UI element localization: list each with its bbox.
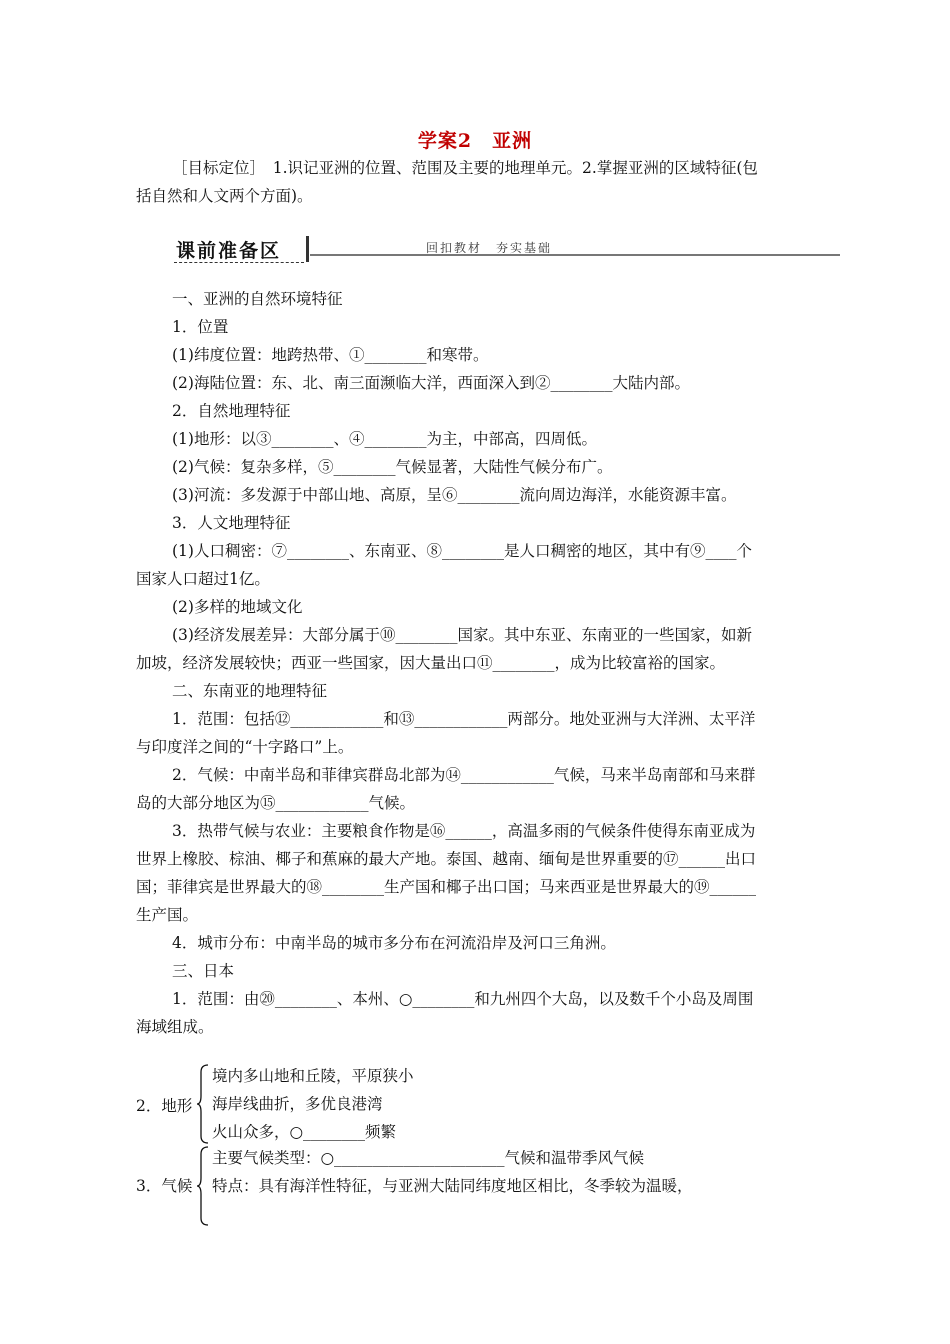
objective-line-2: 括自然和人文两个方面)。	[136, 187, 313, 205]
subheading: 3．人文地理特征	[172, 514, 291, 532]
section-banner	[172, 232, 840, 266]
text-line: 与印度洋之间的“十字路口”上。	[136, 738, 354, 756]
terrain-item: 火山众多，○________频繁	[212, 1123, 397, 1141]
text-line: 生产国。	[136, 906, 199, 924]
objective-line-1: ［目标定位］ 1.识记亚洲的位置、范围及主要的地理单元。2.掌握亚洲的区域特征(包	[172, 159, 758, 177]
banner-subtitle: 回扣教材 夯实基础	[426, 241, 553, 255]
text-line: (2)多样的地域文化	[172, 598, 303, 616]
text-line: 4．城市分布：中南半岛的城市多分布在河流沿岸及河口三角洲。	[172, 934, 616, 952]
text-line: 国家人口超过1亿。	[136, 570, 270, 588]
banner-divider	[306, 236, 309, 262]
text-line: 岛的大部分地区为⑮____________气候。	[136, 794, 416, 812]
text-line: (2)海陆位置：东、北、南三面濒临大洋，西面深入到②________大陆内部。	[172, 374, 690, 392]
text-line: 海域组成。	[136, 1018, 214, 1036]
subheading: 1．位置	[172, 318, 229, 336]
text-line: (3)经济发展差异：大部分属于⑩________国家。其中东亚、东南亚的一些国家，如新	[172, 626, 752, 644]
page-title: 学案2 亚洲	[417, 130, 533, 152]
section-heading: 二、东南亚的地理特征	[172, 682, 328, 700]
text-line: 1．范围：包括⑫____________和⑬____________两部分。地处亚洲与大洋洲、太平洋	[172, 710, 756, 728]
text-line: (2)气候：复杂多样，⑤________气候显著，大陆性气候分布广。	[172, 458, 613, 476]
text-line: 1．范围：由⑳________、本州、○________和九州四个大岛，以及数千个小岛及周围	[172, 990, 754, 1008]
text-line: 2．气候：中南半岛和菲律宾群岛北部为⑭____________气候，马来半岛南部和马来群	[172, 766, 756, 784]
banner-title: 课前准备区	[176, 240, 282, 262]
brace-icon	[196, 1146, 210, 1226]
text-line: (1)纬度位置：地跨热带、①________和寒带。	[172, 346, 489, 364]
terrain-label: 2．地形	[136, 1097, 193, 1115]
climate-item: 特点：具有海洋性特征，与亚洲大陆同纬度地区相比，冬季较为温暖，	[212, 1177, 693, 1195]
section-heading: 三、日本	[172, 962, 235, 980]
terrain-item: 海岸线曲折，多优良港湾	[212, 1095, 383, 1113]
climate-item: 主要气候类型：○______________________气候和温带季风气候	[212, 1149, 645, 1167]
subheading: 2．自然地理特征	[172, 402, 291, 420]
text-line: (1)地形：以③________、④________为主，中部高，四周低。	[172, 430, 597, 448]
text-line: 世界上橡胶、棕油、椰子和蕉麻的最大产地。泰国、越南、缅甸是世界重要的⑰______出口	[136, 850, 757, 868]
text-line: (3)河流：多发源于中部山地、高原，呈⑥________流向周边海洋，水能资源丰富。	[172, 486, 737, 504]
text-line: 国；菲律宾是世界最大的⑱________生产国和椰子出口国；马来西亚是世界最大的⑲______	[136, 878, 757, 896]
terrain-item: 境内多山地和丘陵，平原狭小	[212, 1067, 414, 1085]
text-line: (1)人口稠密：⑦________、东南亚、⑧________是人口稠密的地区，其中有⑨____个	[172, 542, 752, 560]
banner-rule	[310, 254, 840, 256]
brace-icon	[196, 1064, 210, 1144]
banner-underline	[174, 262, 304, 263]
section-heading: 一、亚洲的自然环境特征	[172, 290, 343, 308]
text-line: 加坡，经济发展较快；西亚一些国家，因大量出口⑪________，成为比较富裕的国家。	[136, 654, 726, 672]
text-line: 3．热带气候与农业：主要粮食作物是⑯______，高温多雨的气候条件使得东南亚成为	[172, 822, 756, 840]
climate-label: 3．气候	[136, 1177, 193, 1195]
